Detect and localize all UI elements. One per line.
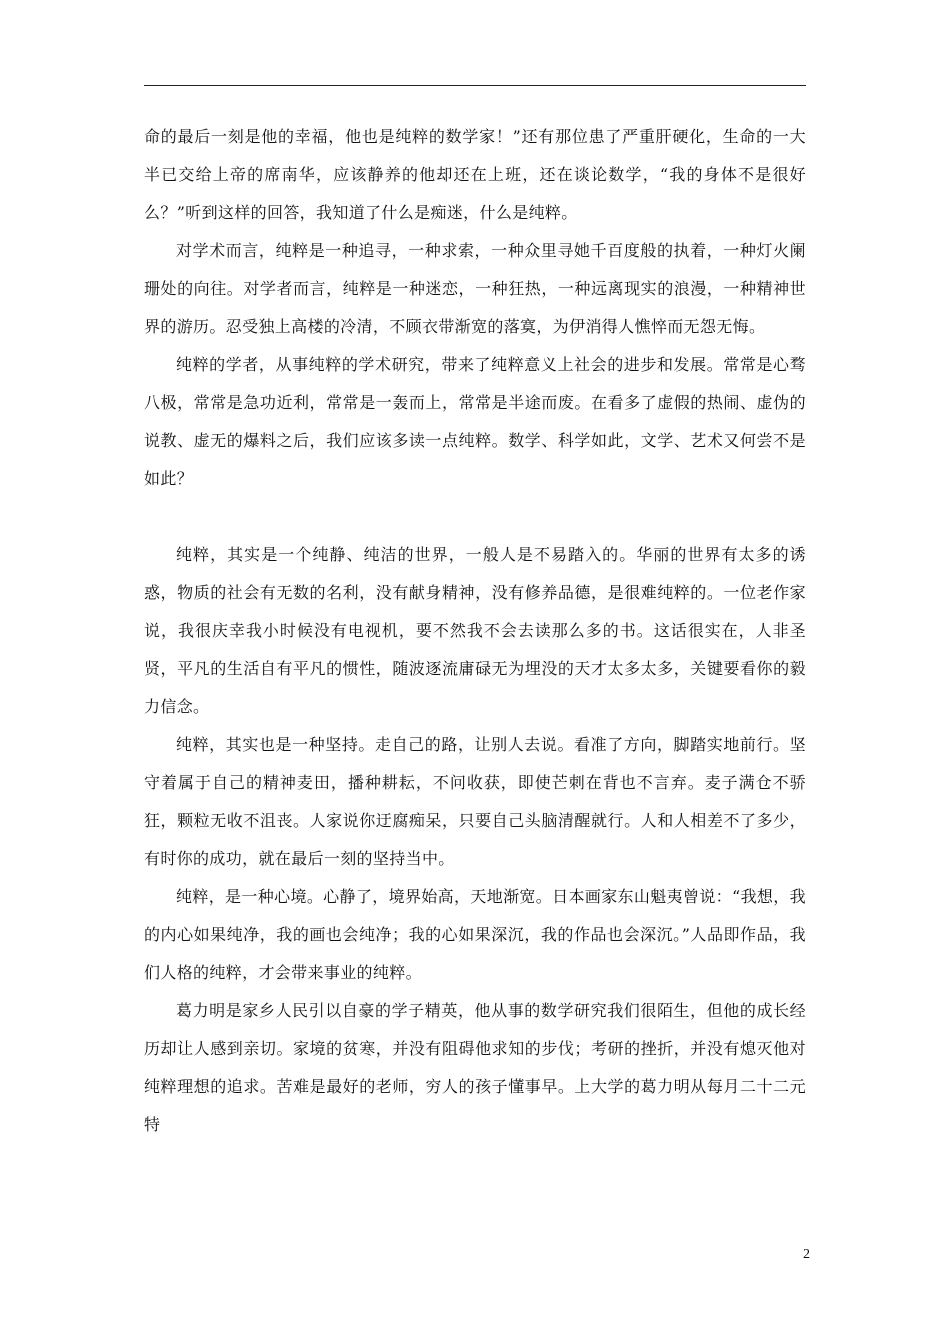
paragraph-ge-liming: 葛力明是家乡人民引以自豪的学子精英，他从事的数学研究我们很陌生，但他的成长经历却让人感到亲切。家境的贫寒，并没有阻碍他求知的步伐；考研的挫折，并没有熄灭他对纯粹理想的追求。苦难是最好的老师，穷人的孩子懂事早。上大学的葛力明从每月二十二元特 bbox=[144, 1001, 806, 1134]
paragraph-pure-world: 纯粹，其实是一个纯静、纯洁的世界，一般人是不易踏入的。华丽的世界有太多的诱惑，物质的社会有无数的名利，没有献身精神，没有修养品德，是很难纯粹的。一位老作家说，我很庆幸我小时候没有电视机，要不然我不会去读那么多的书。这话很实在，人非圣贤，平凡的生活自有平凡的惯性，随波逐流庸碌无为埋没的天才太多太多，关键要看你的毅力信念。 bbox=[144, 545, 806, 716]
document-body bbox=[144, 118, 806, 1144]
paragraph-state-of-mind: 纯粹，是一种心境。心静了，境界始高，天地渐宽。日本画家东山魁夷曾说：“我想，我的内心如果纯净，我的画也会纯净；我的心如果深沉，我的作品也会深沉。”人品即作品，我们人格的纯粹，才会带来事业的纯粹。 bbox=[144, 887, 806, 982]
paragraph-persistence: 纯粹，其实也是一种坚持。走自己的路，让别人去说。看准了方向，脚踏实地前行。坚守着属于自己的精神麦田，播种耕耘，不问收获，即使芒刺在背也不言弃。麦子满仓不骄狂，颗粒无收不沮丧。人家说你迂腐痴呆，只要自己头脑清醒就行。人和人相差不了多少，有时你的成功，就在最后一刻的坚持当中。 bbox=[144, 735, 806, 868]
paragraph-continued: 命的最后一刻是他的幸福，他也是纯粹的数学家！”还有那位患了严重肝硬化，生命的一大半已交给上帝的席南华，应该静养的他却还在上班，还在谈论数学，“我的身体不是很好么？”听到这样的回答，我知道了什么是痴迷，什么是纯粹。 bbox=[144, 127, 806, 222]
paragraph-pure-scholar: 纯粹的学者，从事纯粹的学术研究，带来了纯粹意义上社会的进步和发展。常常是心骛八极，常常是急功近利，常常是一轰而上，常常是半途而废。在看多了虚假的热闹、虚伪的说教、虚无的爆料之后，我们应该多读一点纯粹。数学、科学如此，文学、艺术又何尝不是如此？ bbox=[144, 355, 806, 488]
paragraph-gap bbox=[144, 498, 806, 536]
header-rule bbox=[144, 85, 806, 86]
page-number: 2 bbox=[803, 1247, 810, 1262]
paragraph-academic-pursuit: 对学术而言，纯粹是一种追寻，一种求索，一种众里寻她千百度般的执着，一种灯火阑珊处的向往。对学者而言，纯粹是一种迷恋，一种狂热，一种远离现实的浪漫，一种精神世界的游历。忍受独上高楼的冷清，不顾衣带渐宽的落寞，为伊消得人憔悴而无怨无悔。 bbox=[144, 241, 806, 336]
